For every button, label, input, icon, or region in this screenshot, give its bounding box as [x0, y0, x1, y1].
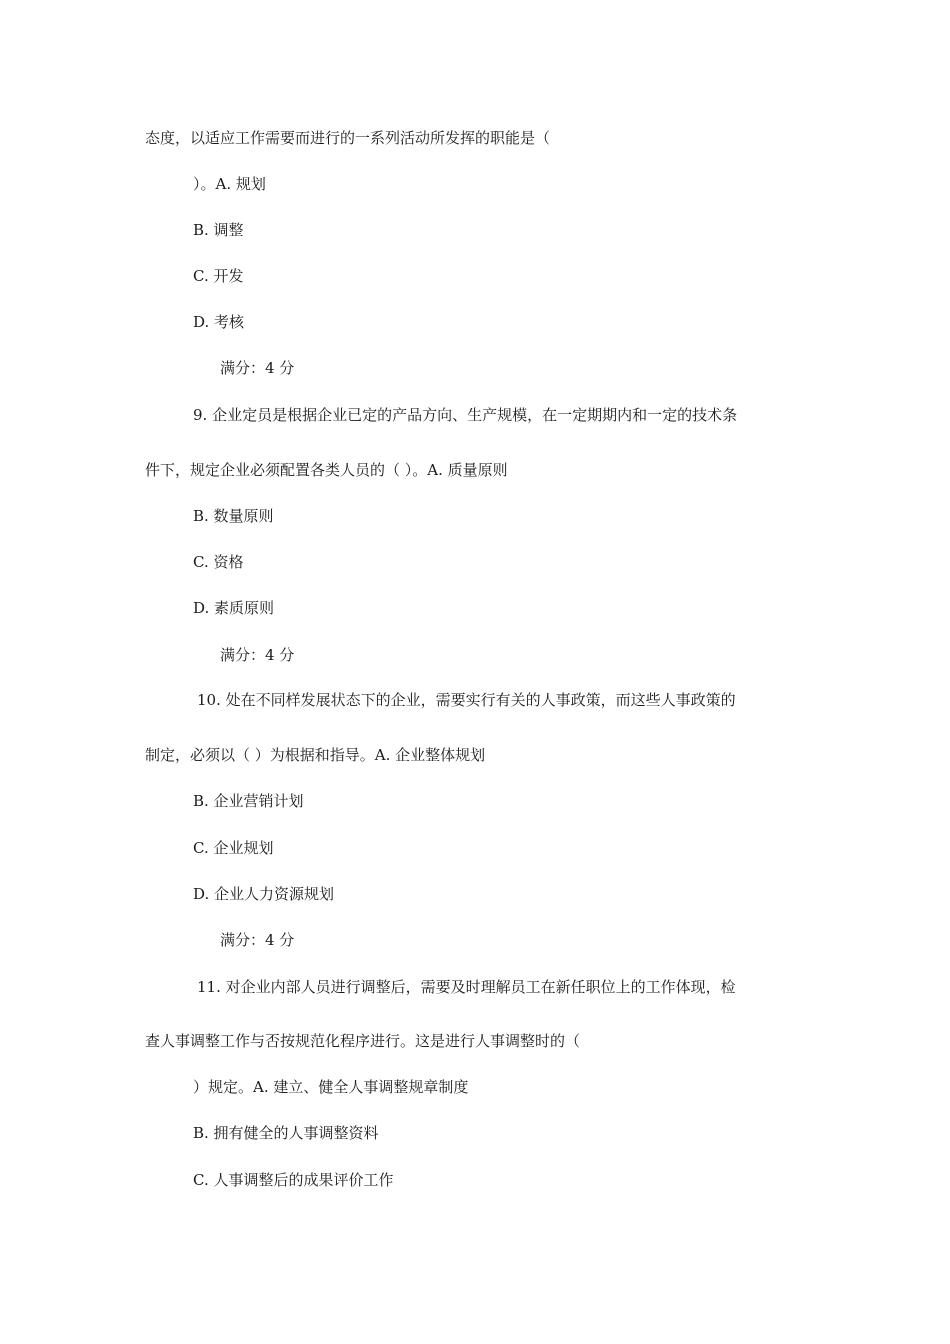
- option-b: B. 企业营销计划: [193, 792, 304, 810]
- score-note: 满分：4 分: [220, 931, 295, 949]
- option-b: B. 数量原则: [193, 507, 274, 525]
- option-d: D. 企业人力资源规划: [193, 885, 335, 903]
- text-line: ）。A. 规划: [193, 175, 266, 193]
- question-text: ）规定。A. 建立、健全人事调整规章制度: [193, 1078, 469, 1096]
- question-text: 10. 处在不同样发展状态下的企业，需要实行有关的人事政策，而这些人事政策的: [197, 691, 736, 709]
- question-text: 查人事调整工作与否按规范化程序进行。这是进行人事调整时的（: [145, 1032, 581, 1050]
- score-note: 满分：4 分: [220, 646, 295, 664]
- question-text: 9. 企业定员是根据企业已定的产品方向、生产规模，在一定期期内和一定的技术条: [193, 406, 738, 424]
- option-c: C. 资格: [193, 553, 244, 571]
- text-line: 态度，以适应工作需要而进行的一系列活动所发挥的职能是（: [145, 129, 551, 147]
- option-c: C. 人事调整后的成果评价工作: [193, 1171, 394, 1189]
- question-text: 件下，规定企业必须配置各类人员的（ ）。A. 质量原则: [145, 461, 508, 479]
- question-text: 制定，必须以（ ）为根据和指导。A. 企业整体规划: [145, 746, 486, 764]
- option-d: D. 考核: [193, 313, 245, 331]
- score-note: 满分：4 分: [220, 359, 295, 377]
- option-b: B. 调整: [193, 221, 244, 239]
- option-c: C. 开发: [193, 267, 244, 285]
- option-d: D. 素质原则: [193, 599, 275, 617]
- option-c: C. 企业规划: [193, 839, 274, 857]
- question-text: 11. 对企业内部人员进行调整后，需要及时理解员工在新任职位上的工作体现，检: [197, 978, 736, 996]
- option-b: B. 拥有健全的人事调整资料: [193, 1124, 379, 1142]
